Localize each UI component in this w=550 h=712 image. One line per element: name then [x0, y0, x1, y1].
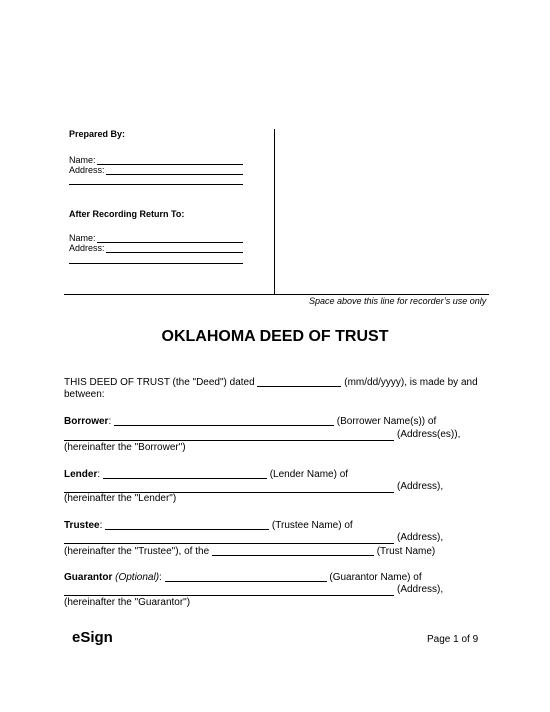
borrower-label: Borrower: [64, 416, 109, 427]
lender-label: Lender: [64, 469, 98, 480]
guarantor-name-field[interactable]: [165, 571, 327, 582]
borrower-address-hint: (Address(es)),: [397, 429, 461, 440]
deed-date-field[interactable]: [257, 376, 341, 387]
prepared-by-address-label: Address:: [69, 165, 105, 175]
page-number: Page 1 of 9: [427, 634, 479, 645]
intro-text-a: THIS DEED OF TRUST (the "Deed") dated: [64, 377, 255, 388]
borrower-name-field[interactable]: [114, 415, 334, 426]
trustee-name-hint: (Trustee Name) of: [271, 520, 353, 531]
lender-name-field[interactable]: [103, 468, 267, 479]
trustee-line: Trustee: (Trustee Name) of: [64, 520, 353, 531]
return-to-address-field[interactable]: [106, 252, 243, 253]
prepared-by-heading: Prepared By:: [69, 129, 126, 139]
return-to-name-field[interactable]: [97, 242, 243, 243]
recorder-note: Space above this line for recorder’s use only: [309, 296, 487, 306]
intro-text-b: (mm/dd/yyyy), is made by and: [344, 377, 478, 388]
trustee-address-field[interactable]: [64, 543, 394, 544]
borrower-address-field[interactable]: [64, 440, 394, 441]
return-to-address-label: Address:: [69, 243, 105, 253]
guarantor-name-hint: (Guarantor Name) of: [329, 572, 422, 583]
recorder-divider-horizontal: [64, 294, 489, 295]
page-title: OKLAHOMA DEED OF TRUST: [161, 328, 389, 345]
trustee-hereinafter: (hereinafter the "Trustee"), of the: [64, 546, 210, 557]
guarantor-label: Guarantor: [64, 572, 113, 583]
trustee-name-field[interactable]: [105, 519, 269, 530]
borrower-hereinafter: (hereinafter the "Borrower"): [64, 442, 186, 453]
borrower-line: Borrower: (Borrower Name(s)) of: [64, 416, 437, 427]
prepared-by-name-label: Name:: [69, 155, 96, 165]
intro-line-1: [64, 376, 478, 388]
trust-name-field[interactable]: [212, 545, 374, 556]
guarantor-address-hint: (Address),: [397, 584, 444, 595]
prepared-by-address-field-2[interactable]: [69, 184, 243, 185]
trustee-label: Trustee: [64, 520, 100, 531]
prepared-by-name-field[interactable]: [97, 164, 243, 165]
return-to-name-label: Name:: [69, 233, 96, 243]
lender-hereinafter: (hereinafter the "Lender"): [64, 493, 177, 504]
recorder-divider-vertical: [274, 129, 275, 294]
return-to-address-field-2[interactable]: [69, 263, 243, 264]
lender-name-hint: (Lender Name) of: [269, 469, 349, 480]
return-to-heading: After Recording Return To:: [69, 209, 185, 219]
trustee-line-2: [64, 545, 435, 557]
esign-logo: eSign: [72, 629, 113, 646]
trust-name-hint: (Trust Name): [376, 546, 436, 557]
guarantor-line: Guarantor (Optional): (Guarantor Name) of: [64, 572, 422, 583]
guarantor-hereinafter: (hereinafter the "Guarantor"): [64, 597, 191, 608]
borrower-name-hint: (Borrower Name(s)) of: [336, 416, 437, 427]
lender-address-hint: (Address),: [397, 481, 444, 492]
prepared-by-address-field[interactable]: [106, 174, 243, 175]
lender-line: Lender: (Lender Name) of: [64, 469, 349, 480]
intro-text-c: between:: [64, 389, 105, 400]
guarantor-address-field[interactable]: [64, 595, 394, 596]
guarantor-optional: (Optional): [115, 572, 160, 583]
trustee-address-hint: (Address),: [397, 532, 444, 543]
